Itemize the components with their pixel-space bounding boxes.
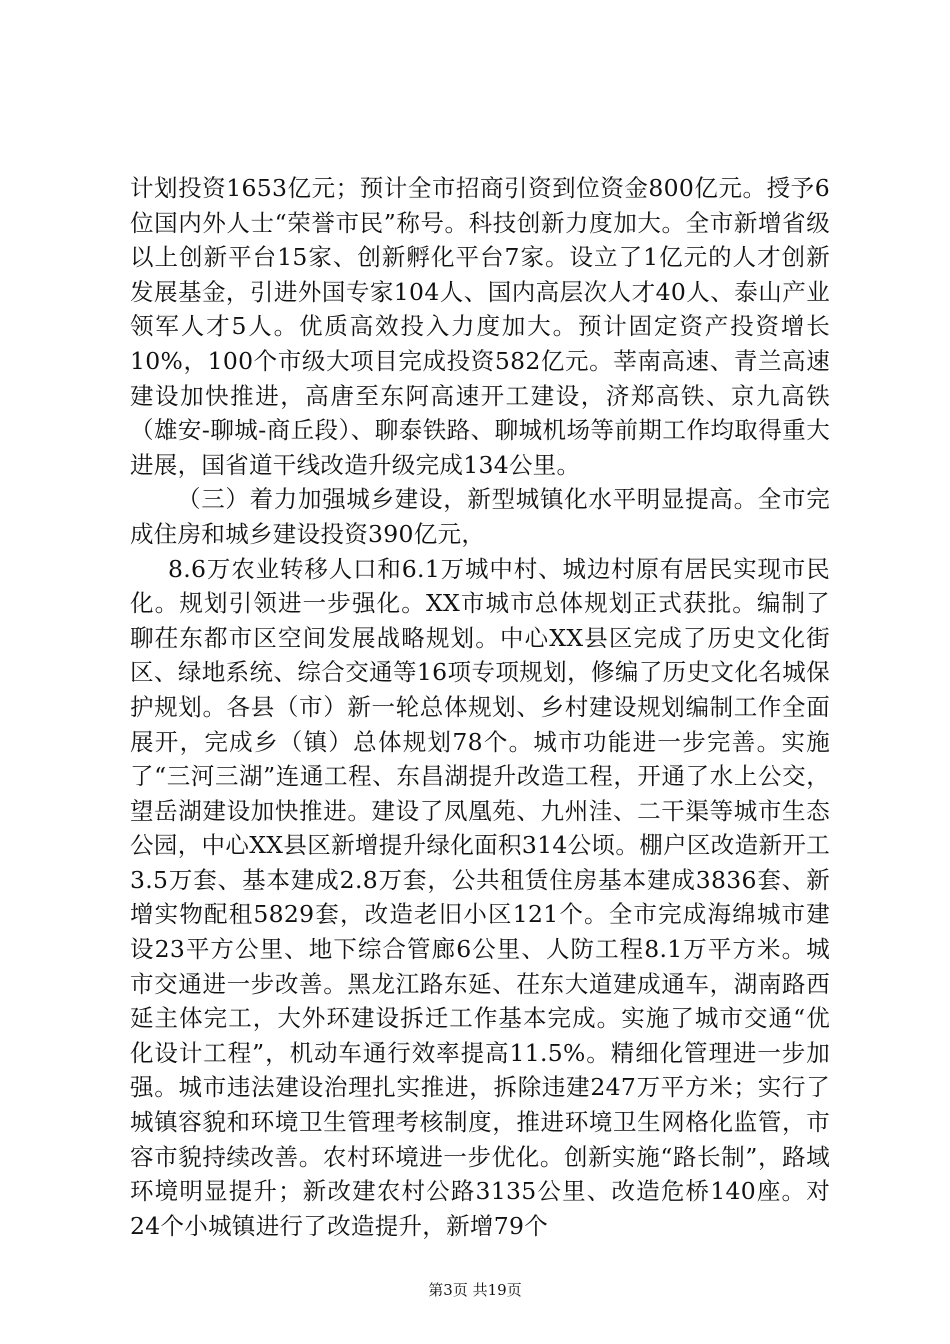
paragraph-investment: 计划投资1653亿元；预计全市招商引资到位资金800亿元。授予6位国内外人士“荣誉市民”称号。科技创新力度加大。全市新增省级以上创新平台15家、创新孵化平台7家。设立了1亿元的人才创新发展基金，引进外国专家104人、国内高层次人才40人、泰山产业领军人才5人。优质高效投入力度加大。预计固定资产投资增长10%，100个市级大项目完成投资582亿元。莘南高速、青兰高速建设加快推进，高唐至东阿高速开工建设，济郑高铁、京九高铁（雄安-聊城-商丘段）、聊泰铁路、聊城机场等前期工作均取得重大进展，国省道干线改造升级完成134公里。 — [130, 174, 830, 479]
body-text — [130, 171, 830, 1243]
page-footer — [0, 1280, 950, 1300]
paragraph-urbanization: 8.6万农业转移人口和6.1万城中村、城边村原有居民实现市民化。规划引领进一步强化。XX市城市总体规划正式获批。编制了聊茌东都市区空间发展战略规划。中心XX县区完成了历史文化街区、绿地系统、综合交通等16项专项规划，修编了历史文化名城保护规划。各县（市）新一轮总体规划、乡村建设规划编制工作全面展开，完成乡（镇）总体规划78个。城市功能进一步完善。实施了“三河三湖”连通工程、东昌湖提升改造工程，开通了水上公交，望岳湖建设加快推进。建设了凤凰苑、九州洼、二干渠等城市生态公园，中心XX县区新增提升绿化面积314公顷。棚户区改造新开工3.5万套、基本建成2.8万套，公共租赁住房基本建成3836套、新增实物配租5829套，改造老旧小区121个。全市完成海绵城市建设23平方公里、地下综合管廊6公里、人防工程8.1万平方米。城市交通进一步改善。黑龙江路东延、茌东大道建成通车，湖南路西延主体完工，大外环建设拆迁工作基本完成。实施了城市交通“优化设计工程”，机动车通行效率提高11.5%。精细化管理进一步加强。城市违法建设治理扎实推进，拆除违建247万平方米；实行了城镇容貌和环境卫生管理考核制度，推进环境卫生网格化监管，市容市貌持续改善。农村环境进一步优化。创新实施“路长制”，路域环境明显提升；新改建农村公路3135公里、改造危桥140座。对24个小城镇进行了改造提升，新增79个 — [130, 554, 830, 1240]
page-number-label: 第3页 共19页 — [428, 1281, 522, 1299]
paragraph-section-three-heading: （三）着力加强城乡建设，新型城镇化水平明显提高。全市完成住房和城乡建设投资390亿元， — [130, 485, 830, 548]
